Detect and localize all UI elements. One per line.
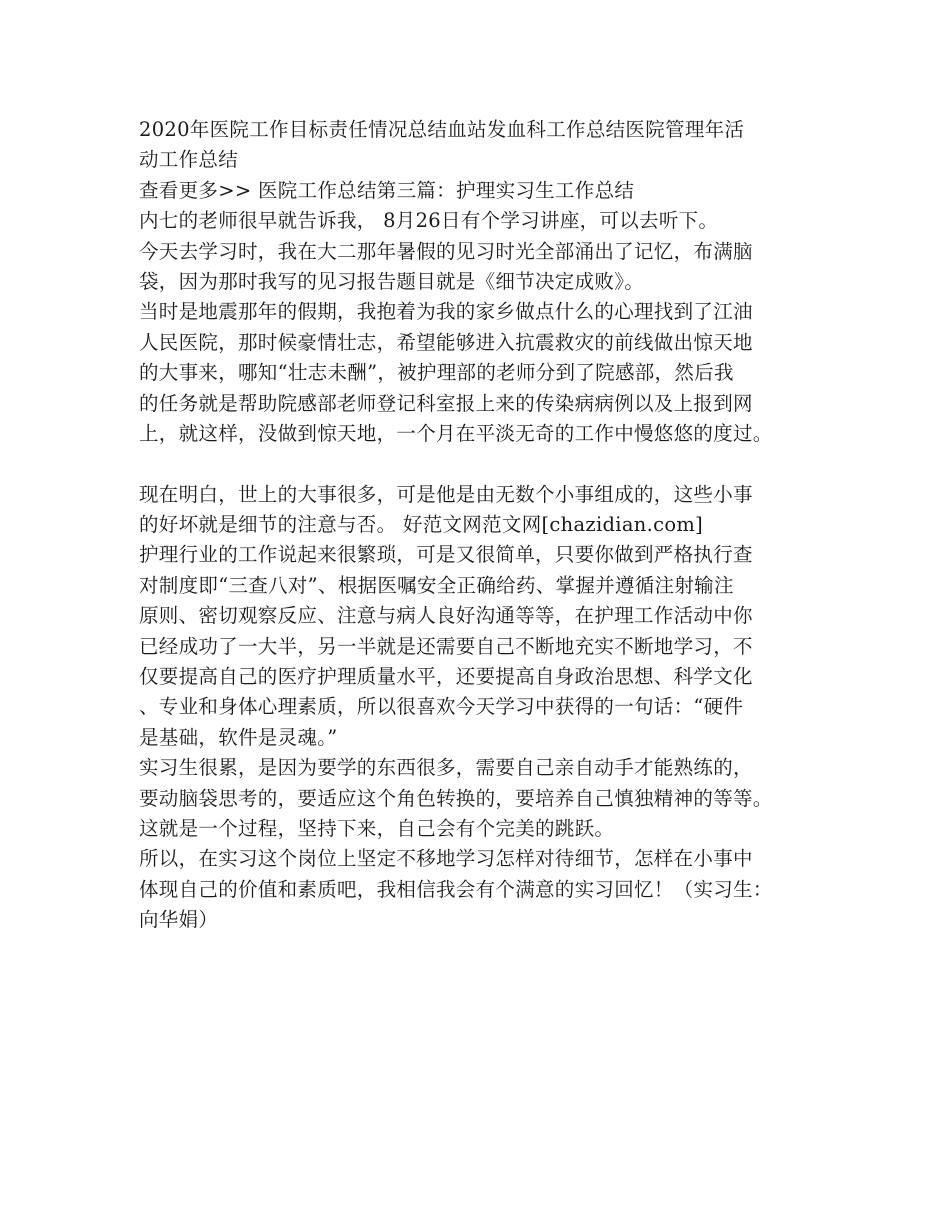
text-line: 已经成功了一大半，另一半就是还需要自己不断地充实不断地学习，不 [139, 634, 753, 658]
text-line: 今天去学习时，我在大二那年暑假的见习时光全部涌出了记忆，布满脑 [139, 239, 753, 263]
text-line: 护理行业的工作说起来很繁琐，可是又很简单，只要你做到严格执行查 [139, 543, 753, 567]
text-line: 人民医院，那时候豪情壮志，希望能够进入抗震救灾的前线做出惊天地 [139, 330, 753, 354]
text-line: 要动脑袋思考的，要适应这个角色转换的，要培养自己慎独精神的等等。 [139, 786, 773, 810]
text-line: 体现自己的价值和素质吧，我相信我会有个满意的实习回忆！（实习生： [139, 877, 773, 901]
document-body [139, 115, 839, 936]
text-line: 对制度即“三查八对”、根据医嘱安全正确给药、掌握并遵循注射输注 [139, 573, 734, 597]
text-line: 仅要提高自己的医疗护理质量水平，还要提高自身政治思想、科学文化 [139, 665, 753, 689]
text-line: 现在明白，世上的大事很多，可是他是由无数个小事组成的，这些小事 [139, 482, 753, 506]
text-line: 内七的老师很早就告诉我， 8月26日有个学习讲座，可以去听下。 [139, 209, 719, 233]
text-line: 这就是一个过程，坚持下来，自己会有个完美的跳跃。 [139, 816, 615, 840]
text-line: 、专业和身体心理素质，所以很喜欢今天学习中获得的一句话：“硬件 [139, 695, 744, 719]
text-line: 查看更多>> 医院工作总结第三篇：护理实习生工作总结 [139, 178, 635, 202]
text-line: 动工作总结 [139, 148, 239, 172]
text-line: 的大事来，哪知“壮志未酬”，被护理部的老师分到了院感部，然后我 [139, 361, 734, 385]
text-line: 上，就这样，没做到惊天地，一个月在平淡无奇的工作中慢悠悠的度过。 [139, 421, 773, 445]
paragraph-spacer [139, 449, 839, 479]
text-line: 2020年医院工作目标责任情况总结血站发血科工作总结医院管理年活 [139, 118, 745, 141]
text-line: 原则、密切观察反应、注意与病人良好沟通等等，在护理工作活动中你 [139, 604, 753, 628]
text-line: 向华娟） [139, 908, 219, 932]
text-line: 当时是地震那年的假期，我抱着为我的家乡做点什么的心理找到了江油 [139, 300, 753, 324]
text-line: 的任务就是帮助院感部老师登记科室报上来的传染病病例以及上报到网 [139, 391, 753, 415]
text-line: 是基础，软件是灵魂。” [139, 725, 338, 749]
text-line: 袋，因为那时我写的见习报告题目就是《细节决定成败》。 [139, 269, 645, 293]
text-line: 所以，在实习这个岗位上坚定不移地学习怎样对待细节，怎样在小事中 [139, 847, 753, 871]
text-line: 实习生很累，是因为要学的东西很多，需要自己亲自动手才能熟练的， [139, 756, 753, 780]
text-line: 的好坏就是细节的注意与否。 好范文网范文网[chazidian.com] [139, 513, 704, 537]
